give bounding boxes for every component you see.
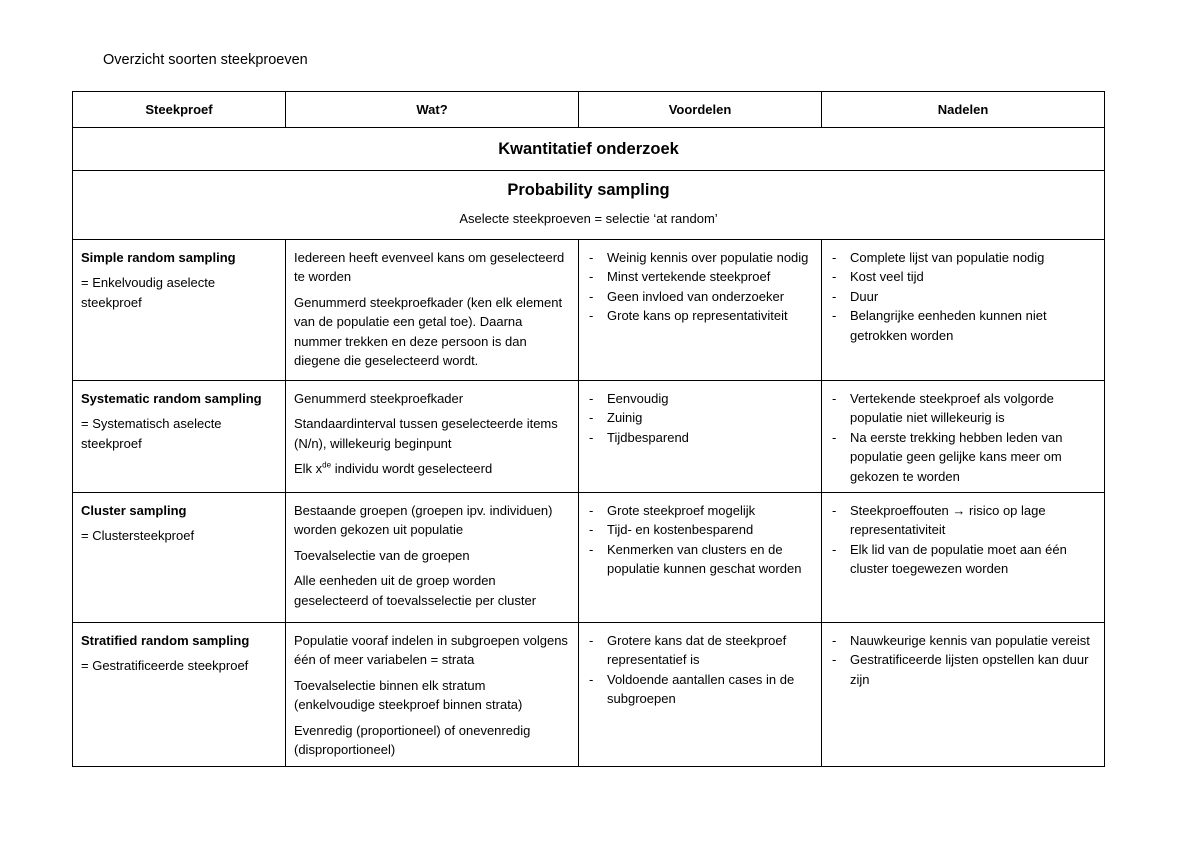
sampling-overview-table — [72, 91, 1105, 767]
wat-text-sup: de — [322, 460, 332, 470]
table-row — [73, 239, 1105, 380]
list-item: - Steekproeffouten → risico op lage representativiteit — [850, 501, 1096, 540]
voordelen-list — [587, 389, 813, 448]
list-item: - Grote kans op representativiteit — [607, 306, 813, 326]
list-item: - Minst vertekende steekproef — [607, 267, 813, 287]
list-item: - Nauwkeurige kennis van populatie vereist — [850, 631, 1096, 651]
header-nadelen: Nadelen — [822, 92, 1105, 128]
list-item: - Belangrijke eenheden kunnen niet getrokken worden — [850, 306, 1096, 345]
section-row — [73, 128, 1105, 171]
wat-text-post: individu wordt geselecteerd — [331, 461, 493, 476]
wat-cell — [286, 492, 579, 622]
list-item: - Vertekende steekproef als volgorde populatie niet willekeurig is — [850, 389, 1096, 428]
sampling-alt: = Enkelvoudig aselecte steekproef — [81, 275, 216, 310]
list-item: - Tijdbesparend — [607, 428, 813, 448]
list-item: - Eenvoudig — [607, 389, 813, 409]
wat-text — [294, 459, 570, 479]
voordelen-cell — [579, 492, 822, 622]
steekproef-cell — [73, 492, 286, 622]
list-item: - Kost veel tijd — [850, 267, 1096, 287]
voordelen-list — [587, 501, 813, 579]
voordelen-list — [587, 631, 813, 709]
voordelen-cell — [579, 622, 822, 766]
wat-text: Iedereen heeft evenveel kans om geselecteerd te worden — [294, 249, 565, 284]
table-row — [73, 380, 1105, 492]
wat-text: Genummerd steekproefkader (ken elk element van de populatie een getal toe). Daarna nummer trekken en deze persoon is dan diegene die geselecteerd wordt. — [294, 294, 563, 368]
list-item: - Kenmerken van clusters en de populatie kunnen geschat worden — [607, 540, 813, 579]
section-title: Kwantitatief onderzoek — [498, 140, 679, 158]
section-title-cell — [73, 128, 1105, 171]
steekproef-cell — [73, 380, 286, 492]
wat-text: Toevalselectie van de groepen — [294, 547, 470, 563]
list-item: - Gestratificeerde lijsten opstellen kan duur zijn — [850, 650, 1096, 689]
sampling-alt: = Clustersteekproef — [81, 528, 195, 543]
nadelen-cell — [822, 380, 1105, 492]
voordelen-cell — [579, 239, 822, 380]
subsection-caption: Aselecte steekproeven = selectie ‘at random’ — [459, 211, 718, 226]
steekproef-cell — [73, 239, 286, 380]
nadelen-cell — [822, 622, 1105, 766]
list-item: - Geen invloed van onderzoeker — [607, 287, 813, 307]
wat-text: Toevalselectie binnen elk stratum (enkelvoudige steekproef binnen strata) — [294, 677, 523, 712]
nadelen-list — [830, 501, 1096, 579]
list-item: - Elk lid van de populatie moet aan één cluster toegewezen worden — [850, 540, 1096, 579]
steekproef-cell — [73, 622, 286, 766]
table-row — [73, 492, 1105, 622]
voordelen-list — [587, 248, 813, 326]
wat-text-pre: Elk x — [294, 461, 323, 476]
wat-text: Standaardinterval tussen geselecteerde items (N/n), willekeurig beginpunt — [294, 416, 558, 451]
list-item: - Na eerste trekking hebben leden van populatie geen gelijke kans meer om gekozen te worden — [850, 428, 1096, 487]
sampling-alt: = Systematisch aselecte steekproef — [81, 416, 222, 451]
sampling-name: Cluster sampling — [81, 502, 187, 518]
list-item: - Duur — [850, 287, 1096, 307]
wat-cell — [286, 239, 579, 380]
subsection-title: Probability sampling — [507, 181, 670, 199]
nadelen-list — [830, 248, 1096, 346]
subsection-row — [73, 171, 1105, 240]
voordelen-cell — [579, 380, 822, 492]
sampling-alt: = Gestratificeerde steekproef — [81, 658, 249, 673]
list-item: - Tijd- en kostenbesparend — [607, 520, 813, 540]
header-wat: Wat? — [286, 92, 579, 128]
list-item: - Complete lijst van populatie nodig — [850, 248, 1096, 268]
table-row — [73, 622, 1105, 766]
list-item: - Voldoende aantallen cases in de subgroepen — [607, 670, 813, 709]
list-item: - Weinig kennis over populatie nodig — [607, 248, 813, 268]
list-item: - Grote steekproef mogelijk — [607, 501, 813, 521]
list-item: - Zuinig — [607, 408, 813, 428]
nadelen-list — [830, 631, 1096, 690]
wat-cell — [286, 380, 579, 492]
sampling-name: Systematic random sampling — [81, 390, 262, 406]
list-item: - Grotere kans dat de steekproef representatief is — [607, 631, 813, 670]
nadelen-cell — [822, 239, 1105, 380]
header-steekproef: Steekproef — [73, 92, 286, 128]
nadelen-cell — [822, 492, 1105, 622]
sampling-name: Simple random sampling — [81, 249, 236, 265]
subsection-cell — [73, 171, 1105, 240]
nadelen-list — [830, 389, 1096, 487]
wat-text: Bestaande groepen (groepen ipv. individuen) worden gekozen uit populatie — [294, 502, 553, 537]
wat-text: Populatie vooraf indelen in subgroepen volgens één of meer variabelen = strata — [294, 632, 568, 667]
wat-cell — [286, 622, 579, 766]
wat-text: Alle eenheden uit de groep worden geselecteerd of toevalsselectie per cluster — [294, 573, 537, 608]
sampling-name: Stratified random sampling — [81, 632, 250, 648]
wat-text: Evenredig (proportioneel) of onevenredig (disproportioneel) — [294, 722, 531, 757]
wat-text: Genummerd steekproefkader — [294, 390, 464, 406]
header-row — [73, 92, 1105, 128]
document-title: Overzicht soorten steekproeven — [103, 52, 308, 68]
header-voordelen: Voordelen — [579, 92, 822, 128]
